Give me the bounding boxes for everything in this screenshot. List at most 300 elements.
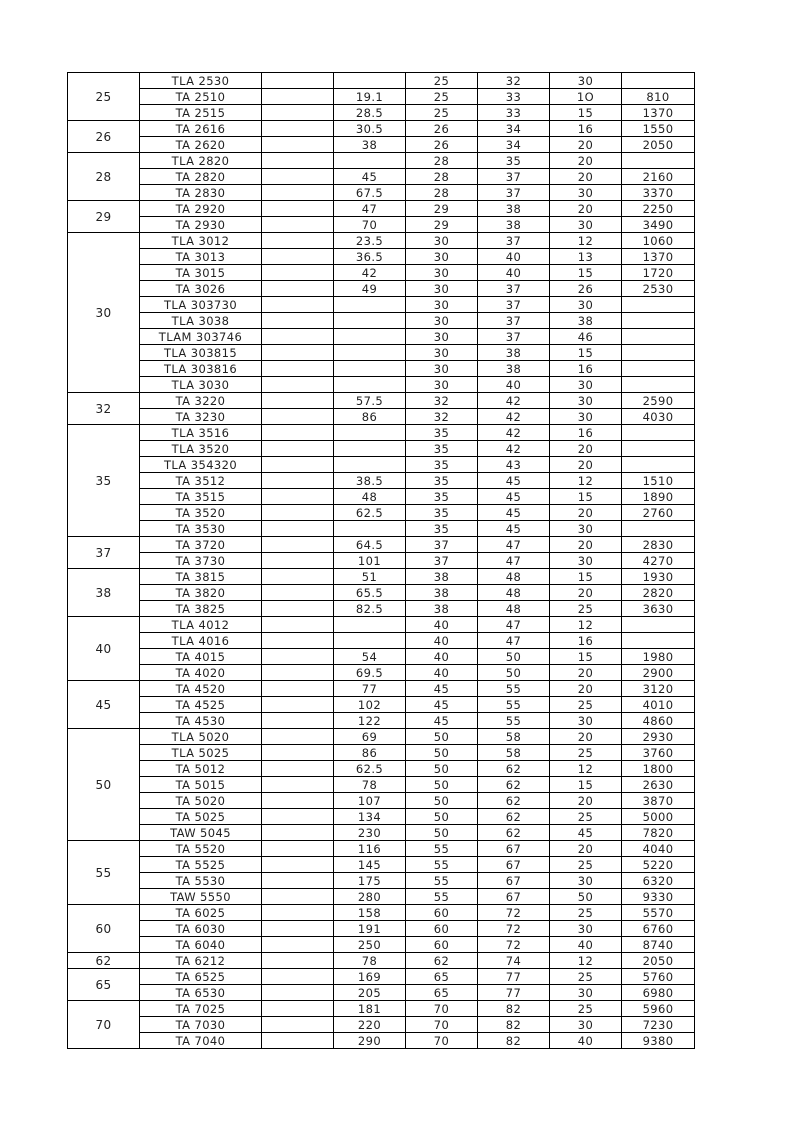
outer-diameter-cell: 82 xyxy=(478,1017,550,1033)
outer-diameter-cell: 62 xyxy=(478,761,550,777)
value-cell: 36.5 xyxy=(334,249,406,265)
shaft-diameter-group-cell: 37 xyxy=(68,537,140,569)
blank-cell xyxy=(262,857,334,873)
load-rating-cell: 2050 xyxy=(622,953,695,969)
outer-diameter-cell: 37 xyxy=(478,329,550,345)
value-cell xyxy=(334,521,406,537)
width-cell: 25 xyxy=(550,1001,622,1017)
inner-diameter-cell: 35 xyxy=(406,489,478,505)
value-cell: 280 xyxy=(334,889,406,905)
width-cell: 20 xyxy=(550,841,622,857)
outer-diameter-cell: 82 xyxy=(478,1001,550,1017)
load-rating-cell: 7820 xyxy=(622,825,695,841)
load-rating-cell: 1720 xyxy=(622,265,695,281)
inner-diameter-cell: 25 xyxy=(406,73,478,89)
inner-diameter-cell: 60 xyxy=(406,937,478,953)
inner-diameter-cell: 45 xyxy=(406,713,478,729)
part-number-cell: TLA 3030 xyxy=(140,377,262,393)
outer-diameter-cell: 67 xyxy=(478,889,550,905)
value-cell: 45 xyxy=(334,169,406,185)
width-cell: 15 xyxy=(550,649,622,665)
width-cell: 15 xyxy=(550,345,622,361)
part-number-cell: TA 3220 xyxy=(140,393,262,409)
value-cell: 69 xyxy=(334,729,406,745)
outer-diameter-cell: 37 xyxy=(478,281,550,297)
value-cell: 23.5 xyxy=(334,233,406,249)
load-rating-cell: 3630 xyxy=(622,601,695,617)
load-rating-cell: 1930 xyxy=(622,569,695,585)
table-row xyxy=(68,777,695,793)
inner-diameter-cell: 50 xyxy=(406,761,478,777)
outer-diameter-cell: 77 xyxy=(478,969,550,985)
outer-diameter-cell: 72 xyxy=(478,905,550,921)
part-number-cell: TLA 5025 xyxy=(140,745,262,761)
width-cell: 15 xyxy=(550,569,622,585)
table-row xyxy=(68,393,695,409)
inner-diameter-cell: 38 xyxy=(406,569,478,585)
table-row xyxy=(68,1017,695,1033)
load-rating-cell xyxy=(622,425,695,441)
inner-diameter-cell: 70 xyxy=(406,1033,478,1049)
load-rating-cell: 6980 xyxy=(622,985,695,1001)
blank-cell xyxy=(262,521,334,537)
width-cell: 20 xyxy=(550,169,622,185)
outer-diameter-cell: 48 xyxy=(478,569,550,585)
width-cell: 15 xyxy=(550,777,622,793)
inner-diameter-cell: 32 xyxy=(406,409,478,425)
load-rating-cell: 5570 xyxy=(622,905,695,921)
inner-diameter-cell: 45 xyxy=(406,681,478,697)
blank-cell xyxy=(262,553,334,569)
value-cell xyxy=(334,153,406,169)
width-cell: 25 xyxy=(550,857,622,873)
part-number-cell: TA 5012 xyxy=(140,761,262,777)
table-row xyxy=(68,121,695,137)
value-cell: 86 xyxy=(334,745,406,761)
load-rating-cell xyxy=(622,345,695,361)
shaft-diameter-group-cell: 32 xyxy=(68,393,140,425)
load-rating-cell: 7230 xyxy=(622,1017,695,1033)
value-cell: 134 xyxy=(334,809,406,825)
part-number-cell: TLA 4012 xyxy=(140,617,262,633)
inner-diameter-cell: 25 xyxy=(406,89,478,105)
outer-diameter-cell: 67 xyxy=(478,873,550,889)
table-row xyxy=(68,985,695,1001)
inner-diameter-cell: 60 xyxy=(406,905,478,921)
blank-cell xyxy=(262,73,334,89)
part-number-cell: TLA 303815 xyxy=(140,345,262,361)
width-cell: 30 xyxy=(550,921,622,937)
value-cell: 158 xyxy=(334,905,406,921)
table-row xyxy=(68,89,695,105)
value-cell xyxy=(334,73,406,89)
width-cell: 30 xyxy=(550,985,622,1001)
load-rating-cell: 4270 xyxy=(622,553,695,569)
value-cell: 205 xyxy=(334,985,406,1001)
load-rating-cell: 2830 xyxy=(622,537,695,553)
part-number-cell: TA 7040 xyxy=(140,1033,262,1049)
value-cell: 77 xyxy=(334,681,406,697)
blank-cell xyxy=(262,457,334,473)
part-number-cell: TA 5520 xyxy=(140,841,262,857)
value-cell xyxy=(334,377,406,393)
table-row xyxy=(68,361,695,377)
width-cell: 12 xyxy=(550,473,622,489)
part-number-cell: TA 3015 xyxy=(140,265,262,281)
blank-cell xyxy=(262,793,334,809)
inner-diameter-cell: 38 xyxy=(406,585,478,601)
width-cell: 12 xyxy=(550,233,622,249)
inner-diameter-cell: 25 xyxy=(406,105,478,121)
width-cell: 25 xyxy=(550,809,622,825)
table-row xyxy=(68,265,695,281)
part-number-cell: TA 3230 xyxy=(140,409,262,425)
blank-cell xyxy=(262,761,334,777)
table-row xyxy=(68,969,695,985)
outer-diameter-cell: 42 xyxy=(478,393,550,409)
inner-diameter-cell: 35 xyxy=(406,457,478,473)
value-cell: 38.5 xyxy=(334,473,406,489)
part-number-cell: TA 5525 xyxy=(140,857,262,873)
part-number-cell: TA 3820 xyxy=(140,585,262,601)
part-number-cell: TAW 5550 xyxy=(140,889,262,905)
inner-diameter-cell: 65 xyxy=(406,969,478,985)
inner-diameter-cell: 50 xyxy=(406,777,478,793)
blank-cell xyxy=(262,169,334,185)
table-row xyxy=(68,729,695,745)
blank-cell xyxy=(262,265,334,281)
width-cell: 30 xyxy=(550,297,622,313)
value-cell xyxy=(334,457,406,473)
value-cell: 19.1 xyxy=(334,89,406,105)
outer-diameter-cell: 55 xyxy=(478,697,550,713)
outer-diameter-cell: 55 xyxy=(478,713,550,729)
value-cell: 64.5 xyxy=(334,537,406,553)
part-number-cell: TA 6025 xyxy=(140,905,262,921)
table-row xyxy=(68,281,695,297)
inner-diameter-cell: 30 xyxy=(406,249,478,265)
outer-diameter-cell: 45 xyxy=(478,521,550,537)
load-rating-cell: 4040 xyxy=(622,841,695,857)
outer-diameter-cell: 38 xyxy=(478,345,550,361)
blank-cell xyxy=(262,697,334,713)
part-number-cell: TA 2920 xyxy=(140,201,262,217)
inner-diameter-cell: 37 xyxy=(406,553,478,569)
width-cell: 20 xyxy=(550,153,622,169)
shaft-diameter-group-cell: 40 xyxy=(68,617,140,681)
outer-diameter-cell: 38 xyxy=(478,201,550,217)
inner-diameter-cell: 55 xyxy=(406,857,478,873)
part-number-cell: TAW 5045 xyxy=(140,825,262,841)
load-rating-cell: 1980 xyxy=(622,649,695,665)
blank-cell xyxy=(262,137,334,153)
inner-diameter-cell: 30 xyxy=(406,265,478,281)
outer-diameter-cell: 45 xyxy=(478,473,550,489)
inner-diameter-cell: 65 xyxy=(406,985,478,1001)
value-cell: 65.5 xyxy=(334,585,406,601)
blank-cell xyxy=(262,745,334,761)
width-cell: 20 xyxy=(550,537,622,553)
part-number-cell: TA 2930 xyxy=(140,217,262,233)
width-cell: 30 xyxy=(550,393,622,409)
outer-diameter-cell: 38 xyxy=(478,361,550,377)
load-rating-cell: 8740 xyxy=(622,937,695,953)
width-cell: 30 xyxy=(550,217,622,233)
inner-diameter-cell: 30 xyxy=(406,297,478,313)
outer-diameter-cell: 77 xyxy=(478,985,550,1001)
load-rating-cell xyxy=(622,361,695,377)
table-row xyxy=(68,809,695,825)
part-number-cell: TA 2616 xyxy=(140,121,262,137)
width-cell: 30 xyxy=(550,1017,622,1033)
width-cell: 30 xyxy=(550,73,622,89)
value-cell: 67.5 xyxy=(334,185,406,201)
outer-diameter-cell: 38 xyxy=(478,217,550,233)
blank-cell xyxy=(262,649,334,665)
blank-cell xyxy=(262,569,334,585)
value-cell: 48 xyxy=(334,489,406,505)
table-row xyxy=(68,553,695,569)
width-cell: 20 xyxy=(550,201,622,217)
outer-diameter-cell: 40 xyxy=(478,249,550,265)
inner-diameter-cell: 26 xyxy=(406,137,478,153)
outer-diameter-cell: 55 xyxy=(478,681,550,697)
blank-cell xyxy=(262,377,334,393)
table-row xyxy=(68,953,695,969)
part-number-cell: TA 3720 xyxy=(140,537,262,553)
load-rating-cell: 2820 xyxy=(622,585,695,601)
value-cell: 51 xyxy=(334,569,406,585)
width-cell: 30 xyxy=(550,873,622,889)
part-number-cell: TA 4015 xyxy=(140,649,262,665)
blank-cell xyxy=(262,329,334,345)
part-number-cell: TA 4520 xyxy=(140,681,262,697)
width-cell: 25 xyxy=(550,969,622,985)
load-rating-cell: 3370 xyxy=(622,185,695,201)
inner-diameter-cell: 35 xyxy=(406,425,478,441)
part-number-cell: TA 3815 xyxy=(140,569,262,585)
inner-diameter-cell: 55 xyxy=(406,889,478,905)
value-cell xyxy=(334,313,406,329)
part-number-cell: TA 5025 xyxy=(140,809,262,825)
part-number-cell: TA 2515 xyxy=(140,105,262,121)
inner-diameter-cell: 35 xyxy=(406,441,478,457)
width-cell: 15 xyxy=(550,265,622,281)
outer-diameter-cell: 37 xyxy=(478,297,550,313)
shaft-diameter-group-cell: 60 xyxy=(68,905,140,953)
blank-cell xyxy=(262,425,334,441)
table-body xyxy=(68,73,695,1049)
inner-diameter-cell: 50 xyxy=(406,745,478,761)
value-cell: 38 xyxy=(334,137,406,153)
value-cell: 57.5 xyxy=(334,393,406,409)
inner-diameter-cell: 50 xyxy=(406,825,478,841)
inner-diameter-cell: 30 xyxy=(406,313,478,329)
width-cell: 20 xyxy=(550,457,622,473)
inner-diameter-cell: 55 xyxy=(406,873,478,889)
table-row xyxy=(68,313,695,329)
shaft-diameter-group-cell: 35 xyxy=(68,425,140,537)
inner-diameter-cell: 60 xyxy=(406,921,478,937)
outer-diameter-cell: 62 xyxy=(478,809,550,825)
load-rating-cell: 3870 xyxy=(622,793,695,809)
load-rating-cell: 5000 xyxy=(622,809,695,825)
outer-diameter-cell: 67 xyxy=(478,857,550,873)
load-rating-cell: 2050 xyxy=(622,137,695,153)
blank-cell xyxy=(262,345,334,361)
width-cell: 25 xyxy=(550,697,622,713)
table-row xyxy=(68,857,695,873)
table-row xyxy=(68,537,695,553)
inner-diameter-cell: 55 xyxy=(406,841,478,857)
blank-cell xyxy=(262,985,334,1001)
table-row xyxy=(68,137,695,153)
width-cell: 20 xyxy=(550,793,622,809)
width-cell: 25 xyxy=(550,745,622,761)
blank-cell xyxy=(262,969,334,985)
blank-cell xyxy=(262,409,334,425)
value-cell: 175 xyxy=(334,873,406,889)
load-rating-cell: 9380 xyxy=(622,1033,695,1049)
part-number-cell: TLA 5020 xyxy=(140,729,262,745)
outer-diameter-cell: 33 xyxy=(478,89,550,105)
width-cell: 30 xyxy=(550,185,622,201)
load-rating-cell xyxy=(622,297,695,313)
outer-diameter-cell: 48 xyxy=(478,585,550,601)
load-rating-cell: 2530 xyxy=(622,281,695,297)
value-cell: 102 xyxy=(334,697,406,713)
width-cell: 12 xyxy=(550,617,622,633)
blank-cell xyxy=(262,681,334,697)
blank-cell xyxy=(262,841,334,857)
width-cell: 20 xyxy=(550,585,622,601)
load-rating-cell: 1370 xyxy=(622,249,695,265)
inner-diameter-cell: 50 xyxy=(406,793,478,809)
part-number-cell: TA 5015 xyxy=(140,777,262,793)
inner-diameter-cell: 40 xyxy=(406,617,478,633)
value-cell: 191 xyxy=(334,921,406,937)
inner-diameter-cell: 30 xyxy=(406,377,478,393)
outer-diameter-cell: 45 xyxy=(478,489,550,505)
inner-diameter-cell: 40 xyxy=(406,665,478,681)
inner-diameter-cell: 30 xyxy=(406,329,478,345)
outer-diameter-cell: 35 xyxy=(478,153,550,169)
value-cell: 69.5 xyxy=(334,665,406,681)
inner-diameter-cell: 50 xyxy=(406,729,478,745)
load-rating-cell: 4010 xyxy=(622,697,695,713)
table-row xyxy=(68,633,695,649)
part-number-cell: TA 2510 xyxy=(140,89,262,105)
width-cell: 30 xyxy=(550,521,622,537)
table-row xyxy=(68,905,695,921)
part-number-cell: TA 3730 xyxy=(140,553,262,569)
value-cell: 290 xyxy=(334,1033,406,1049)
value-cell: 49 xyxy=(334,281,406,297)
value-cell: 122 xyxy=(334,713,406,729)
load-rating-cell: 2930 xyxy=(622,729,695,745)
outer-diameter-cell: 67 xyxy=(478,841,550,857)
load-rating-cell: 5760 xyxy=(622,969,695,985)
width-cell: 15 xyxy=(550,105,622,121)
outer-diameter-cell: 47 xyxy=(478,633,550,649)
value-cell: 62.5 xyxy=(334,761,406,777)
load-rating-cell: 1550 xyxy=(622,121,695,137)
blank-cell xyxy=(262,617,334,633)
outer-diameter-cell: 37 xyxy=(478,185,550,201)
table-row xyxy=(68,153,695,169)
width-cell: 30 xyxy=(550,713,622,729)
table-row xyxy=(68,441,695,457)
blank-cell xyxy=(262,281,334,297)
width-cell: 30 xyxy=(550,377,622,393)
load-rating-cell: 4860 xyxy=(622,713,695,729)
part-number-cell: TA 6525 xyxy=(140,969,262,985)
load-rating-cell: 2760 xyxy=(622,505,695,521)
table-row xyxy=(68,457,695,473)
inner-diameter-cell: 30 xyxy=(406,233,478,249)
part-number-cell: TA 3512 xyxy=(140,473,262,489)
width-cell: 20 xyxy=(550,137,622,153)
table-row xyxy=(68,889,695,905)
load-rating-cell: 2590 xyxy=(622,393,695,409)
table-row xyxy=(68,1001,695,1017)
blank-cell xyxy=(262,233,334,249)
table-row xyxy=(68,697,695,713)
part-number-cell: TA 3520 xyxy=(140,505,262,521)
inner-diameter-cell: 30 xyxy=(406,345,478,361)
value-cell: 86 xyxy=(334,409,406,425)
outer-diameter-cell: 43 xyxy=(478,457,550,473)
load-rating-cell: 1800 xyxy=(622,761,695,777)
load-rating-cell: 3120 xyxy=(622,681,695,697)
value-cell: 107 xyxy=(334,793,406,809)
blank-cell xyxy=(262,601,334,617)
blank-cell xyxy=(262,937,334,953)
outer-diameter-cell: 37 xyxy=(478,313,550,329)
inner-diameter-cell: 50 xyxy=(406,809,478,825)
load-rating-cell: 2250 xyxy=(622,201,695,217)
value-cell: 169 xyxy=(334,969,406,985)
outer-diameter-cell: 50 xyxy=(478,665,550,681)
part-number-cell: TLA 3516 xyxy=(140,425,262,441)
value-cell xyxy=(334,329,406,345)
blank-cell xyxy=(262,777,334,793)
part-number-cell: TLA 4016 xyxy=(140,633,262,649)
part-number-cell: TA 4525 xyxy=(140,697,262,713)
table-row xyxy=(68,233,695,249)
table-row xyxy=(68,873,695,889)
part-number-cell: TA 3530 xyxy=(140,521,262,537)
inner-diameter-cell: 35 xyxy=(406,521,478,537)
width-cell: 25 xyxy=(550,601,622,617)
value-cell: 82.5 xyxy=(334,601,406,617)
load-rating-cell xyxy=(622,329,695,345)
inner-diameter-cell: 35 xyxy=(406,505,478,521)
part-number-cell: TA 6530 xyxy=(140,985,262,1001)
outer-diameter-cell: 34 xyxy=(478,137,550,153)
value-cell: 78 xyxy=(334,953,406,969)
table-row xyxy=(68,521,695,537)
shaft-diameter-group-cell: 50 xyxy=(68,729,140,841)
value-cell: 47 xyxy=(334,201,406,217)
width-cell: 20 xyxy=(550,729,622,745)
outer-diameter-cell: 72 xyxy=(478,937,550,953)
value-cell xyxy=(334,617,406,633)
blank-cell xyxy=(262,713,334,729)
shaft-diameter-group-cell: 55 xyxy=(68,841,140,905)
outer-diameter-cell: 40 xyxy=(478,265,550,281)
outer-diameter-cell: 82 xyxy=(478,1033,550,1049)
